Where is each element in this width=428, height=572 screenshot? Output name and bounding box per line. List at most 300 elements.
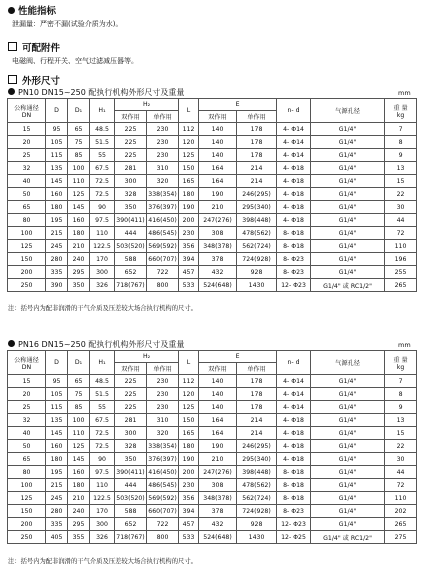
table-cell: 150	[8, 505, 46, 518]
table-cell: 210	[68, 492, 90, 505]
table-cell: 478(562)	[237, 227, 277, 240]
table-cell: 9	[385, 401, 417, 414]
table-cell: 1430	[237, 279, 277, 292]
table-cell: 12- Φ25	[277, 531, 311, 544]
table-cell: 225	[115, 123, 147, 136]
table-cell: G1/4"	[311, 375, 385, 388]
table-cell: 225	[115, 136, 147, 149]
pn16-title-text: PN16 DN15~250 配执行机构外形尺寸及重量	[18, 340, 185, 349]
table-row	[8, 388, 417, 401]
table-cell: 300	[90, 266, 115, 279]
table-cell: 8- Φ23	[277, 266, 311, 279]
table-cell: 350	[115, 453, 147, 466]
pn10-title-text: PN10 DN15~250 配执行机构外形尺寸及重量	[18, 88, 185, 97]
table-cell: 97.5	[90, 466, 115, 479]
table-cell: 180	[179, 188, 199, 201]
table-row	[8, 227, 417, 240]
table-cell: 196	[385, 253, 417, 266]
table-cell: 240	[68, 253, 90, 266]
table-cell: 190	[199, 188, 237, 201]
table-cell: 240	[68, 505, 90, 518]
table-cell: 170	[90, 505, 115, 518]
table-cell: 55	[90, 401, 115, 414]
table-cell: 190	[199, 440, 237, 453]
table-cell: 486(545)	[147, 479, 179, 492]
checkbox-square-icon	[8, 42, 17, 51]
table-cell: 280	[46, 505, 68, 518]
table-cell: 125	[179, 401, 199, 414]
table-cell: 145	[68, 453, 90, 466]
table-cell: 51.5	[90, 136, 115, 149]
table-cell: 4- Φ18	[277, 162, 311, 175]
table-cell: 125	[68, 188, 90, 201]
table-cell: 67.5	[90, 162, 115, 175]
table-cell: 210	[199, 201, 237, 214]
table-cell: G1/4"	[311, 123, 385, 136]
table-cell: 178	[237, 388, 277, 401]
table-cell: 95	[46, 375, 68, 388]
table-cell: 195	[46, 214, 68, 227]
table-cell: 22	[385, 440, 417, 453]
table-cell: 660(707)	[147, 253, 179, 266]
header-e-single: 单作用	[237, 111, 277, 123]
table-row	[8, 427, 417, 440]
table-cell: G1/4"	[311, 388, 385, 401]
table-cell: 115	[46, 149, 68, 162]
table-cell: G1/4"	[311, 227, 385, 240]
table-cell: 12- Φ23	[277, 279, 311, 292]
table-cell: 100	[8, 227, 46, 240]
table-cell: 160	[68, 466, 90, 479]
table-cell: 4- Φ18	[277, 414, 311, 427]
table-cell: 214	[237, 162, 277, 175]
table-cell: 200	[8, 266, 46, 279]
table-cell: 178	[237, 149, 277, 162]
table-cell: 51.5	[90, 388, 115, 401]
table-cell: 67.5	[90, 414, 115, 427]
table-cell: G1/4"	[311, 188, 385, 201]
table-cell: 390(411)	[115, 466, 147, 479]
pn16-unit: mm	[398, 341, 411, 349]
table-cell: 8- Φ18	[277, 240, 311, 253]
table-cell: G1/4"	[311, 453, 385, 466]
checkbox-square-icon	[8, 75, 17, 84]
table-cell: 4- Φ14	[277, 375, 311, 388]
table-cell: 122.5	[90, 240, 115, 253]
table-cell: G1/4"	[311, 214, 385, 227]
table-cell: 110	[385, 240, 417, 253]
table-cell: 4- Φ14	[277, 149, 311, 162]
table-cell: 8- Φ18	[277, 227, 311, 240]
table-cell: 295	[68, 266, 90, 279]
table-cell: 160	[68, 214, 90, 227]
table-cell: 214	[237, 427, 277, 440]
table-row	[8, 175, 417, 188]
table-cell: 110	[385, 492, 417, 505]
header-weight: 重 量 kg	[385, 351, 417, 375]
table-cell: 230	[147, 149, 179, 162]
table-cell: 225	[115, 149, 147, 162]
table-cell: 230	[147, 401, 179, 414]
table-cell: 178	[237, 123, 277, 136]
table-cell: 533	[179, 531, 199, 544]
table-cell: 1430	[237, 531, 277, 544]
pn16-spec-table	[7, 350, 417, 544]
pn10-table-title	[8, 87, 184, 98]
table-cell: 394	[179, 505, 199, 518]
table-cell: 72	[385, 227, 417, 240]
table-cell: 356	[179, 492, 199, 505]
table-row	[8, 401, 417, 414]
table-cell: 32	[8, 162, 46, 175]
table-cell: 800	[147, 279, 179, 292]
table-cell: 250	[8, 279, 46, 292]
table-cell: 416(450)	[147, 214, 179, 227]
table-cell: 180	[179, 440, 199, 453]
table-cell: 48.5	[90, 123, 115, 136]
table-cell: 378	[199, 505, 237, 518]
table-cell: 165	[179, 175, 199, 188]
table-cell: 444	[115, 227, 147, 240]
table-cell: G1/4"	[311, 266, 385, 279]
header-e-single: 单作用	[237, 363, 277, 375]
table-cell: 533	[179, 279, 199, 292]
table-cell: 165	[179, 427, 199, 440]
table-cell: 25	[8, 149, 46, 162]
table-cell: 503(520)	[115, 492, 147, 505]
table-cell: G1/4"	[311, 466, 385, 479]
table-cell: 457	[179, 518, 199, 531]
header-h2-single: 单作用	[147, 363, 179, 375]
table-cell: 328	[115, 440, 147, 453]
table-cell: 48.5	[90, 375, 115, 388]
pn16-table-body	[8, 375, 417, 544]
table-cell: 328	[115, 188, 147, 201]
table-cell: 105	[46, 388, 68, 401]
bullet-icon	[8, 340, 15, 347]
table-cell: G1/4"	[311, 201, 385, 214]
table-row	[8, 201, 417, 214]
table-cell: G1/4"	[311, 414, 385, 427]
table-cell: 150	[179, 162, 199, 175]
header-e-double: 双作用	[199, 111, 237, 123]
table-cell: 457	[179, 266, 199, 279]
header-air-port: 气源孔径	[311, 99, 385, 123]
table-cell: 4- Φ18	[277, 453, 311, 466]
table-cell: 210	[199, 453, 237, 466]
table-cell: 195	[46, 466, 68, 479]
table-cell: 178	[237, 375, 277, 388]
table-cell: 8- Φ23	[277, 505, 311, 518]
table-cell: 72.5	[90, 175, 115, 188]
table-cell: 281	[115, 414, 147, 427]
table-cell: 180	[68, 227, 90, 240]
table-cell: 40	[8, 427, 46, 440]
table-cell: 300	[115, 175, 147, 188]
table-cell: 569(592)	[147, 492, 179, 505]
table-row	[8, 214, 417, 227]
table-cell: 164	[199, 427, 237, 440]
table-cell: 335	[46, 518, 68, 531]
table-cell: 110	[90, 227, 115, 240]
table-cell: 125	[68, 440, 90, 453]
table-cell: 326	[90, 531, 115, 544]
table-cell: 90	[90, 453, 115, 466]
table-cell: 4- Φ14	[277, 123, 311, 136]
table-row	[8, 453, 417, 466]
table-cell: 432	[199, 266, 237, 279]
table-cell: 390(411)	[115, 214, 147, 227]
table-cell: 265	[385, 518, 417, 531]
table-cell: 8	[385, 136, 417, 149]
performance-heading	[8, 3, 56, 17]
table-cell: 20	[8, 136, 46, 149]
table-cell: 295(340)	[237, 201, 277, 214]
header-d1: D₁	[68, 99, 90, 123]
table-cell: 444	[115, 479, 147, 492]
header-d: D	[46, 99, 68, 123]
table-cell: G1/4" 或 RC1/2"	[311, 531, 385, 544]
table-cell: 478(562)	[237, 479, 277, 492]
header-h1: H₁	[90, 99, 115, 123]
table-cell: 246(295)	[237, 440, 277, 453]
table-cell: 355	[68, 531, 90, 544]
table-cell: 120	[179, 136, 199, 149]
table-cell: 416(450)	[147, 466, 179, 479]
table-cell: 562(724)	[237, 240, 277, 253]
table-cell: G1/4" 或 RC1/2"	[311, 279, 385, 292]
table-cell: 115	[46, 401, 68, 414]
table-row	[8, 479, 417, 492]
table-cell: 190	[179, 201, 199, 214]
table-cell: 4- Φ14	[277, 401, 311, 414]
table-cell: 80	[8, 466, 46, 479]
table-cell: 100	[68, 162, 90, 175]
table-cell: 8- Φ18	[277, 492, 311, 505]
pn10-note: 注：括号内为配非润滑的干气介质及压差较大场合执行机构的尺寸。	[8, 305, 197, 312]
header-h2-double: 双作用	[115, 363, 147, 375]
table-row	[8, 162, 417, 175]
header-h1: H₁	[90, 351, 115, 375]
table-row	[8, 414, 417, 427]
table-cell: 230	[147, 375, 179, 388]
header-l: L	[179, 99, 199, 123]
table-cell: 125	[179, 149, 199, 162]
dimensions-heading	[8, 73, 60, 87]
table-cell: 135	[46, 162, 68, 175]
table-row	[8, 279, 417, 292]
table-cell: G1/4"	[311, 175, 385, 188]
accessories-heading	[8, 40, 60, 54]
header-h2-single: 单作用	[147, 111, 179, 123]
table-cell: 75	[68, 388, 90, 401]
table-cell: 22	[385, 188, 417, 201]
table-cell: G1/4"	[311, 479, 385, 492]
table-cell: 72.5	[90, 188, 115, 201]
table-cell: 320	[147, 175, 179, 188]
table-cell: 140	[199, 149, 237, 162]
table-cell: 588	[115, 253, 147, 266]
table-cell: 724(928)	[237, 505, 277, 518]
table-cell: 928	[237, 518, 277, 531]
table-cell: 4- Φ14	[277, 388, 311, 401]
table-cell: 202	[385, 505, 417, 518]
table-cell: 145	[46, 175, 68, 188]
table-cell: 200	[179, 466, 199, 479]
table-cell: 100	[68, 414, 90, 427]
table-cell: 15	[385, 427, 417, 440]
table-cell: 652	[115, 518, 147, 531]
table-cell: 524(648)	[199, 531, 237, 544]
table-cell: 30	[385, 453, 417, 466]
table-cell: 281	[115, 162, 147, 175]
table-cell: 4- Φ18	[277, 201, 311, 214]
table-cell: 8- Φ23	[277, 253, 311, 266]
table-cell: 15	[8, 123, 46, 136]
table-cell: 65	[68, 123, 90, 136]
header-d1: D₁	[68, 351, 90, 375]
table-cell: 65	[68, 375, 90, 388]
table-cell: G1/4"	[311, 440, 385, 453]
table-cell: G1/4"	[311, 505, 385, 518]
table-cell: 40	[8, 175, 46, 188]
pn10-unit: mm	[398, 89, 411, 97]
table-cell: G1/4"	[311, 427, 385, 440]
table-cell: 164	[199, 414, 237, 427]
accessories-text: 电磁阀、行程开关、空气过滤减压器等。	[12, 57, 138, 65]
table-cell: 214	[237, 414, 277, 427]
table-cell: 246(295)	[237, 188, 277, 201]
table-cell: 562(724)	[237, 492, 277, 505]
table-cell: 15	[385, 175, 417, 188]
table-cell: 588	[115, 505, 147, 518]
dimensions-title: 外形尺寸	[22, 76, 61, 87]
table-cell: 295	[68, 518, 90, 531]
table-cell: 160	[46, 440, 68, 453]
table-cell: 125	[8, 240, 46, 253]
table-row	[8, 492, 417, 505]
table-cell: G1/4"	[311, 401, 385, 414]
table-cell: 250	[8, 531, 46, 544]
table-cell: G1/4"	[311, 162, 385, 175]
table-cell: 112	[179, 123, 199, 136]
table-cell: 55	[90, 149, 115, 162]
table-row	[8, 518, 417, 531]
table-cell: 310	[147, 414, 179, 427]
table-cell: 140	[199, 375, 237, 388]
table-cell: 8- Φ18	[277, 479, 311, 492]
table-row	[8, 188, 417, 201]
table-cell: 110	[90, 479, 115, 492]
table-cell: 90	[90, 201, 115, 214]
table-cell: 215	[46, 479, 68, 492]
table-cell: 160	[46, 188, 68, 201]
table-cell: 110	[68, 175, 90, 188]
table-cell: G1/4"	[311, 518, 385, 531]
bullet-icon	[8, 7, 15, 14]
table-cell: 398(448)	[237, 466, 277, 479]
table-cell: 85	[68, 401, 90, 414]
table-row	[8, 505, 417, 518]
table-cell: 210	[68, 240, 90, 253]
table-row	[8, 466, 417, 479]
table-row	[8, 149, 417, 162]
table-cell: 718(767)	[115, 531, 147, 544]
table-row	[8, 440, 417, 453]
table-row	[8, 375, 417, 388]
table-cell: 145	[68, 201, 90, 214]
table-cell: 110	[68, 427, 90, 440]
table-cell: 230	[147, 388, 179, 401]
header-nominal-diameter: 公称通径 DN	[8, 99, 46, 123]
table-cell: 300	[115, 427, 147, 440]
table-cell: 724(928)	[237, 253, 277, 266]
table-cell: 378	[199, 253, 237, 266]
table-cell: 72	[385, 479, 417, 492]
table-cell: 300	[90, 518, 115, 531]
table-cell: 432	[199, 518, 237, 531]
table-cell: 295(340)	[237, 453, 277, 466]
table-cell: 214	[237, 175, 277, 188]
header-air-port: 气源孔径	[311, 351, 385, 375]
table-cell: 247(276)	[199, 214, 237, 227]
table-cell: 178	[237, 136, 277, 149]
table-cell: 280	[46, 253, 68, 266]
table-cell: 9	[385, 149, 417, 162]
table-cell: 80	[8, 214, 46, 227]
pn16-table-title	[8, 339, 184, 350]
table-cell: 50	[8, 440, 46, 453]
table-cell: 178	[237, 401, 277, 414]
table-row	[8, 266, 417, 279]
table-cell: 75	[68, 136, 90, 149]
accessories-title: 可配附件	[22, 43, 61, 54]
table-cell: 180	[68, 479, 90, 492]
table-cell: 335	[46, 266, 68, 279]
table-row	[8, 253, 417, 266]
header-h2: H₂	[115, 351, 179, 363]
table-cell: 225	[115, 401, 147, 414]
table-cell: 7	[385, 123, 417, 136]
table-cell: 230	[179, 227, 199, 240]
header-e-double: 双作用	[199, 363, 237, 375]
table-cell: 245	[46, 492, 68, 505]
table-cell: G1/4"	[311, 492, 385, 505]
table-cell: 338(354)	[147, 440, 179, 453]
pn16-note: 注：括号内为配非润滑的干气介质及压差较大场合执行机构的尺寸。	[8, 558, 197, 565]
table-cell: 356	[179, 240, 199, 253]
table-cell: 170	[90, 253, 115, 266]
table-cell: 398(448)	[237, 214, 277, 227]
bullet-icon	[8, 88, 15, 95]
table-cell: 569(592)	[147, 240, 179, 253]
table-cell: 348(378)	[199, 240, 237, 253]
table-cell: 230	[179, 479, 199, 492]
table-cell: 100	[8, 479, 46, 492]
table-cell: 320	[147, 427, 179, 440]
table-cell: 350	[68, 279, 90, 292]
table-cell: 308	[199, 479, 237, 492]
table-cell: 503(520)	[115, 240, 147, 253]
table-cell: 348(378)	[199, 492, 237, 505]
table-cell: 105	[46, 136, 68, 149]
header-e: E	[199, 351, 277, 363]
table-cell: 85	[68, 149, 90, 162]
table-cell: 95	[46, 123, 68, 136]
table-cell: 140	[199, 136, 237, 149]
table-cell: 32	[8, 414, 46, 427]
table-row	[8, 136, 417, 149]
